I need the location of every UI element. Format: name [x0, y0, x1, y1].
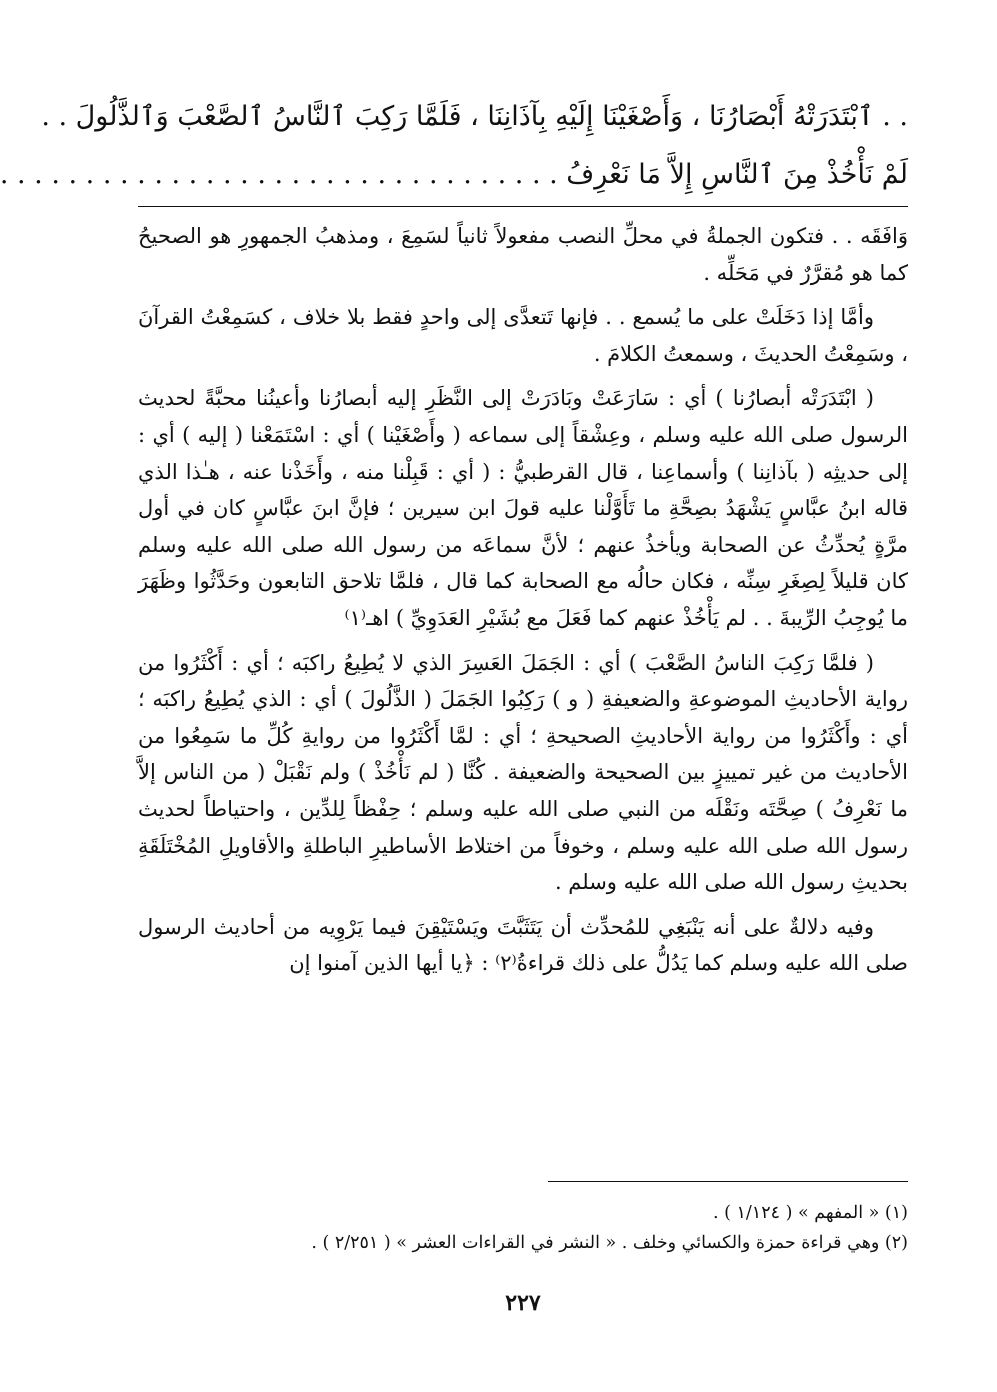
hadith-line-2: لَمْ نَأْخُذْ مِنَ ٱلنَّاسِ إِلاَّ مَا نَعْرِفُ . . . . . . . . . . . . . . . . . . . . . . . . . . . . . . . . . — [0, 159, 908, 190]
hadith-line-1: . . ٱبْتَدَرَتْهُ أَبْصَارُنَا ، وَأَصْغَيْنَا إِلَيْهِ بِآذَانِنَا ، فَلَمَّا رَكِبَ ٱلنَّاسُ ٱلصَّعْبَ وَٱلذَّلُولَ . . — [41, 101, 908, 132]
commentary-paragraph: وَافَقَه . . فتكون الجملةُ في محلِّ النصب مفعولاً ثانياً لسَمِعَ ، ومذهبُ الجمهورِ هو الصحيحُ كما هو مُقرَّرٌ في مَحَلِّه . — [138, 224, 908, 285]
commentary-paragraph: وفيه دلالةٌ على أنه يَنْبَغِي للمُحدِّث أن يَتَثَبَّتَ ويَسْتَيْقِنَ فيما يَرْوِيه من أحاديث الرسول صلى الله عليه وسلم كما يَدُلُّ على ذلك قراءةُ⁽٢⁾ : ﴿يا أيها الذين آمنوا إن — [138, 914, 908, 976]
book-page — [0, 80, 908, 1360]
commentary-paragraph: ( ابْتَدَرَتْه أبصارُنا ) أي : سَارَعَتْ وبَادَرَتْ إلى النَّظَرِ إليه أبصارُنا وأعينُنا محبَّةً لحديث الرسول صلى الله عليه وسلم ، وعِشْقاً إلى سماعه ( وأَصْغَيْنا ) أي : اسْتَمَعْنا ( إليه ) أي : إلى حديثِه ( بآذانِنا ) وأسماعِنا ، قال القرطبيُّ : ( أي : قَبِلْنا منه ، وأَخَذْنا عنه ، هـٰذا الذي قاله ابنُ عبَّاسٍ يَشْهَدُ بصِحَّةِ ما تَأَوَّلْنا عليه قولَ ابن سيرين ؛ فإنَّ ابنَ عبَّاسٍ كان في أول مرَّةٍ يُحدِّثُ عن الصحابة ويأخذُ عنهم ؛ لأنَّ سماعَه من رسول الله صلى الله عليه وسلم كان قليلاً لِصِغَرِ سِنِّه ، فكان حالُه مع الصحابة كما قال ، فلمَّا تلاحق التابعون وحَدَّثُوا وظَهَرَ ما يُوجِبُ الرِّيبةَ . . لم يَأْخُذْ عنهم كما فَعَلَ مع بُشَيْرِ العَدَوِيِّ ) اهـ⁽١⁾ — [138, 386, 908, 630]
footnote-divider — [548, 1181, 908, 1182]
commentary — [138, 218, 908, 982]
footnote-1: (١) « المفهم » ( ١/١٢٤ ) . — [712, 1203, 908, 1223]
footnotes — [138, 1198, 908, 1258]
hadith-text — [0, 88, 908, 204]
text-divider — [138, 206, 908, 207]
page-number: ٢٢٧ — [505, 1290, 541, 1316]
footnote-2: (٢) وهي قراءة حمزة والكسائي وخلف . « النشر في القراءات العشر » ( ٢/٢٥١ ) . — [311, 1233, 908, 1253]
commentary-paragraph: وأمَّا إذا دَخَلَتْ على ما يُسمع . . فإنها تَتعدَّى إلى واحدٍ فقط بلا خلاف ، كسَمِعْتُ القرآنَ ، وسَمِعْتُ الحديثَ ، وسمعتُ الكلامَ . — [138, 305, 908, 366]
commentary-paragraph: ( فلمَّا رَكِبَ الناسُ الصَّعْبَ ) أي : الجَمَلَ العَسِرَ الذي لا يُطِيعُ راكبَه ؛ أي : أَكْثَرُوا من رواية الأحاديثِ الموضوعةِ والضعيفةِ ( و ) رَكِبُوا الجَمَلَ ( الذَّلُولَ ) أي : الذي يُطِيعُ راكبَه ؛ أي : وأَكْثَرُوا من رواية الأحاديثِ الصحيحةِ ؛ أي : لمَّا أَكْثَرُوا من روايةِ كُلِّ ما سَمِعُوا من الأحاديث من غير تمييزٍ بين الصحيحة والضعيفة . كُنَّا ( لم نَأْخُذْ ) ولم نَقْبَلْ ( من الناس إلاَّ ما نَعْرِفُ ) صِحَّتَه ونَقْلَه من النبي صلى الله عليه وسلم ؛ حِفْظاً لِلدِّين ، واحتياطاً لحديث رسول الله صلى الله عليه وسلم ، وخوفاً من اختلاط الأساطيرِ الباطلةِ والأقاويلِ المُخْتَلَقَةِ بحديثِ رسول الله صلى الله عليه وسلم . — [138, 650, 908, 895]
